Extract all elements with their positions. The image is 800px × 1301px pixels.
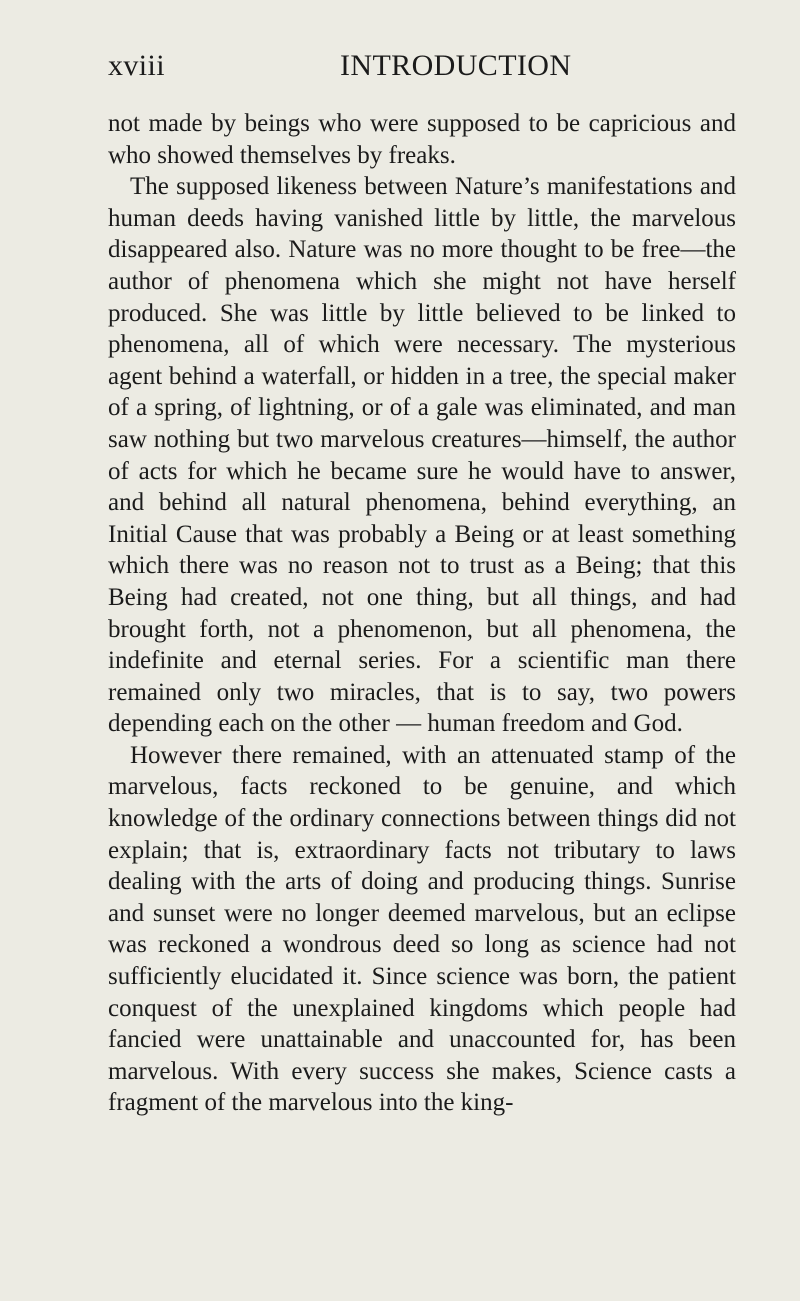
paragraph: However there remained, with an attenuated stamp of the marvelous, facts reckoned to be genuine, and which knowledge of the ordinary connections between things did not explain; that is, extraordinary facts not tributary to laws dealing with the arts of doing and producing things. Sunrise and sunset were no longer deemed marvelous, but an eclipse was reckoned a wondrous deed so long as science had not sufficiently elucidated it. Since science was born, the patient conquest of the unexplained kingdoms which people had fancied were unattainable and unaccounted for, has been marvelous. With every success she makes, Science casts a fragment of the marvelous into the king- [108, 741, 736, 1117]
paragraph-continued: not made by beings who were supposed to be capricious and who showed themselves by freaks. [108, 110, 736, 169]
running-title: INTRODUCTION [340, 49, 572, 82]
body-text [108, 108, 736, 1119]
running-head [108, 46, 736, 86]
paragraph: The supposed likeness between Nature’s manifestations and human deeds having vanished little by little, the marvelous disappeared also. Nature was no more thought to be free—the author of phenomena which she might not have herself produced. She was little by little believed to be linked to phenomena, all of which were necessary. The mysterious agent behind a waterfall, or hidden in a tree, the special maker of a spring, of lightning, or of a gale was eliminated, and man saw nothing but two marvelous creatures—himself, the author of acts for which he became sure he would have to answer, and behind all natural phenomena, behind everything, an Initial Cause that was probably a Being or at least something which there was no reason not to trust as a Being; that this Being had created, not one thing, but all things, and had brought forth, not a phenomenon, but all phenomena, the indefinite and eternal series. For a scientific man there remained only two miracles, that is to say, two powers depending each on the other — human freedom and God. [108, 173, 736, 738]
page-number: xviii [108, 49, 166, 82]
